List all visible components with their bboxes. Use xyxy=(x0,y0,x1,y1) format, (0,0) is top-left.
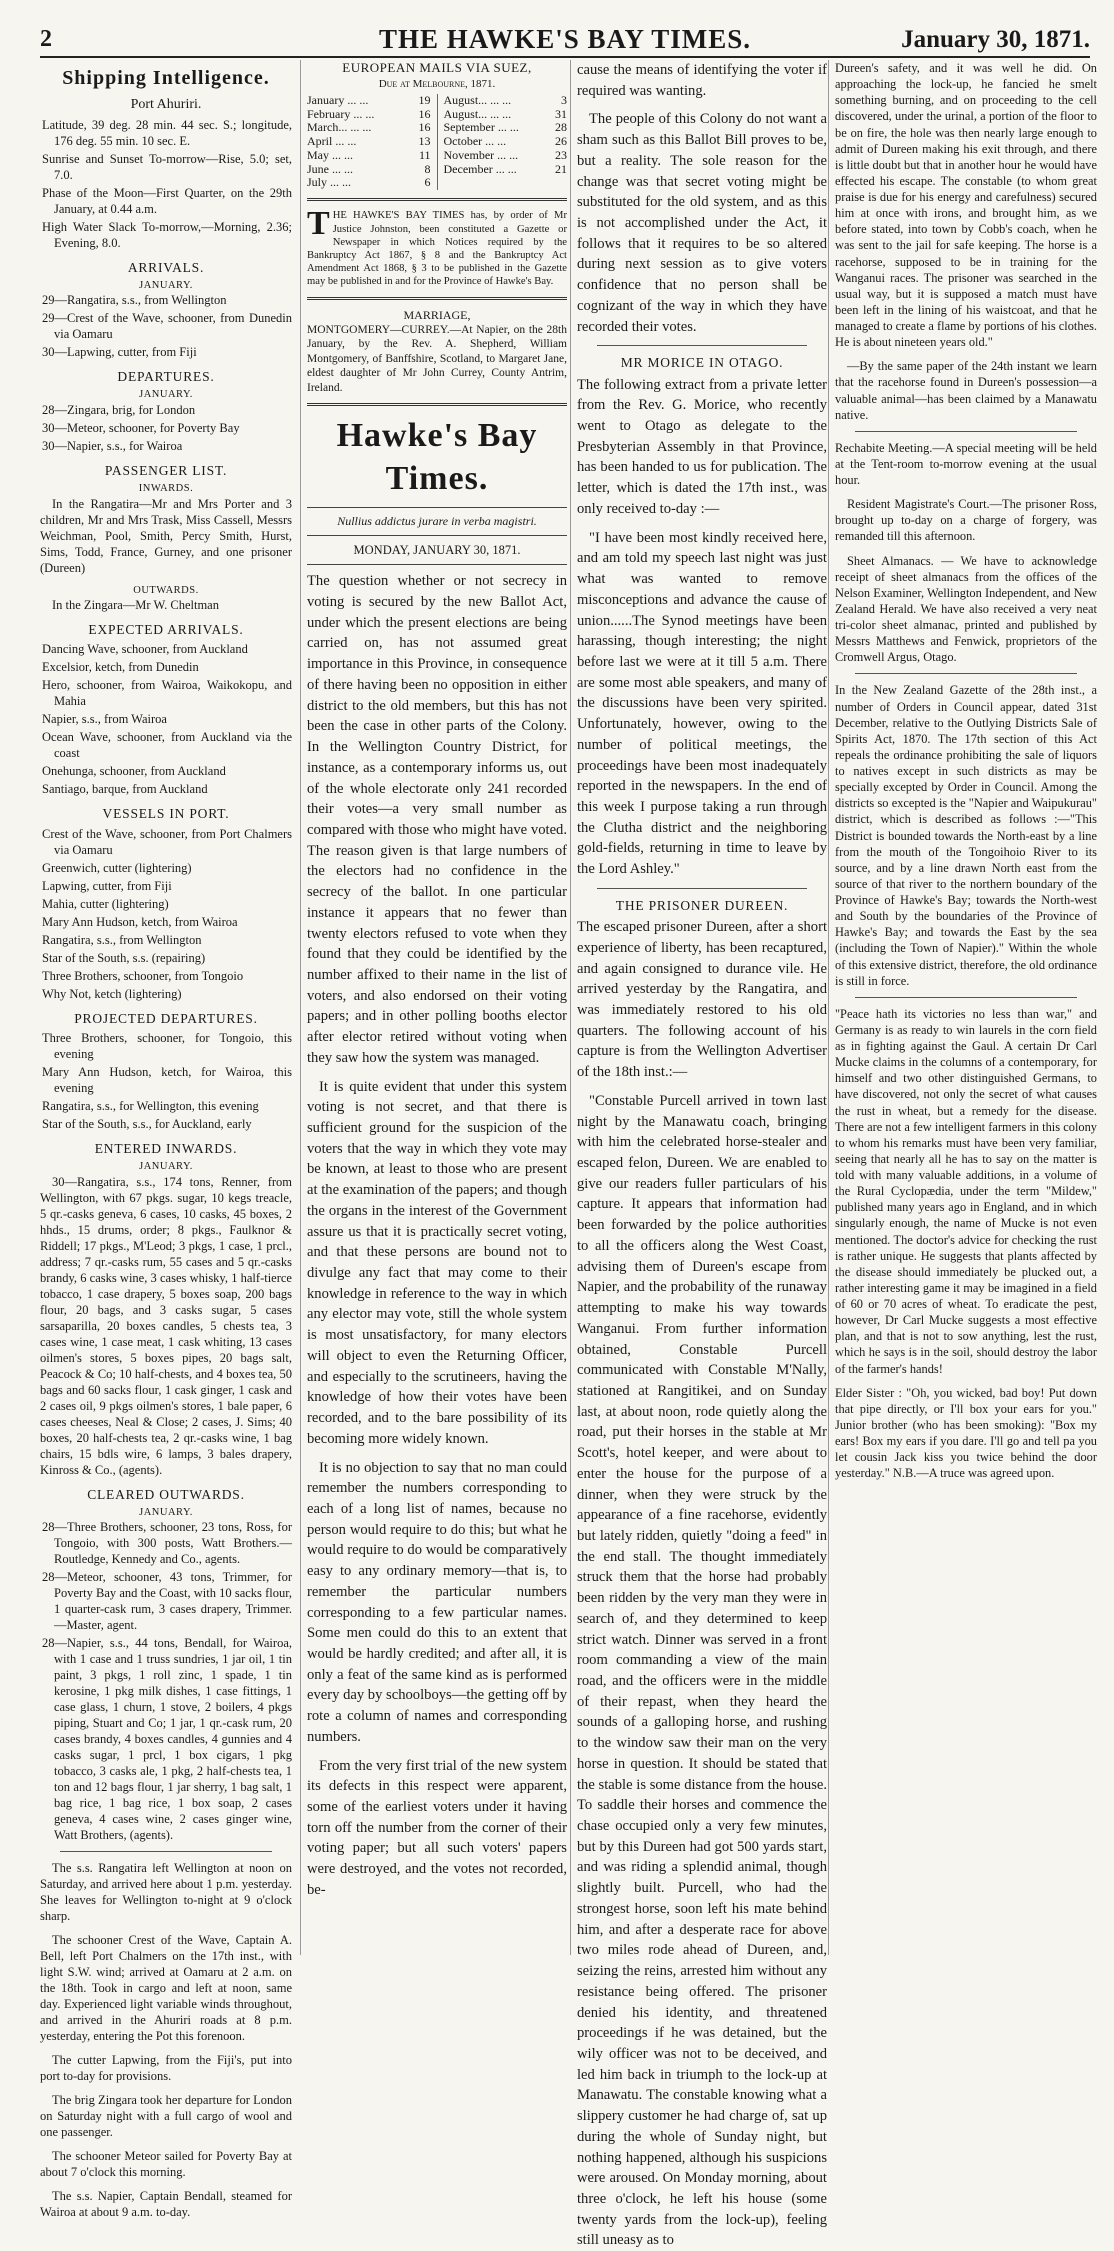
column-shipping xyxy=(40,60,292,2220)
cleared-entry: 28—Napier, s.s., 44 tons, Bendall, for Wairoa, with 1 case and 1 truss sundries, 1 jar oil, 1 tin paint, 3 pkgs, 1 roll zinc, 1 spade, 1 tin kerosine, 1 pkg milk dishes, 1 case fittings, 1 case glass, 1 churn, 1 stove, 2 boilers, 4 pkgs piping, Stuart and Co; 1 jar, 1 qr.-cask rum, 20 cases brandy, 4 boxes candles, 4 gunnies and 4 casks sugar, 1 prcl, 1 box cigars, 1 pkg tobacco, 3 casks ale, 1 pkg, 2 half-chests tea, 1 ton and 12 bags flour, 1 jar sherry, 1 bag salt, 1 bag rice, 1 bag rice, 1 box soap, 2 cases geneva, 4 cases wine, 2 cases ginger wine, Watt Brothers, (agents). xyxy=(42,1636,292,1843)
departures-heading: DEPARTURES. xyxy=(117,369,215,385)
leader-paragraph: It is quite evident that under this system voting is not secret, and that there is sufficient ground for the suspicion of the voters that the way in which they vote may be known, at least to those who are present at the examination of the papers; and though the organs in the interest of the Government assure us that it is practically secret voting, and that these persons are bound not to divulge any fact that may come to their knowledge in reference to the way in which any elector may vote, still the whole system is most unsatisfactory, for many electors will object to even the Returning Officer, and especially to the scrutineers, having the knowledge of how their votes have been recorded, and to the bare possibility of its becoming more widely known. xyxy=(307,1078,567,1447)
mail-month: October ... ... xyxy=(443,134,507,149)
mail-day: 11 xyxy=(418,147,431,162)
mail-month: April ... ... xyxy=(307,134,357,149)
ballot-continuation xyxy=(577,60,827,337)
mail-row xyxy=(307,94,431,108)
ballot-paragraph: The people of this Colony do not want a sham such as this Ballot Bill proves to be, but a reality. The sole reason for the change was that secret voting might be substituted for the old system, and as this is not accomplished under the Act, it follows that it requires to be so altered during next session as to give voters confidence that no person shall be cognizant of the way in which they have recorded their votes. xyxy=(577,111,827,335)
mail-day: 16 xyxy=(418,106,431,121)
shipping-heading: Shipping Intelligence. xyxy=(62,67,270,89)
shipping-note: The s.s. Rangatira left Wellington at noon on Saturday, and arrived here about 1 p.m. yesterday. She leaves for Wellington to-night at 9 o'clock sharp. xyxy=(40,1861,292,1924)
cleared-entry: 28—Three Brothers, schooner, 23 tons, Ross, for Tongoio, with 300 posts, Watt Brothers.—Routledge, Kennedy and Co., agents. xyxy=(42,1520,292,1567)
mail-row xyxy=(307,108,431,122)
port-info-line: Sunrise and Sunset To-morrow—Rise, 5.0; set, 7.0. xyxy=(42,151,292,182)
projected-entry: Three Brothers, schooner, for Tongoio, this evening xyxy=(42,1030,292,1061)
cleared-heading: CLEARED OUTWARDS. xyxy=(87,1486,245,1502)
peace-paragraph xyxy=(835,1006,1097,1377)
vessel-entry: Lapwing, cutter, from Fiji xyxy=(42,878,172,893)
departure-entry: 30—Meteor, schooner, for Poverty Bay xyxy=(42,420,240,435)
expected-entry: Santiago, barque, from Auckland xyxy=(42,782,208,797)
mail-month: August... ... ... xyxy=(443,92,512,107)
mail-day: 26 xyxy=(555,134,567,149)
vessel-entry: Mahia, cutter (lightering) xyxy=(42,896,169,911)
mail-day: 21 xyxy=(555,161,567,176)
leader-motto: Nullius addictus jurare in verba magistri. xyxy=(337,513,537,528)
divider xyxy=(597,345,807,346)
shipping-note: The cutter Lapwing, from the Fiji's, put into port to-day for provisions. xyxy=(40,2053,292,2084)
almanacs-paragraph: Sheet Almanacs. — We have to acknowledge receipt of sheet almanacs from the offices of the Nelson Examiner, Wellington Independent, and New Zealand Herald. We have also received a very neat tri-color sheet almanac, printed and published by Messrs Matthews and Fenwick, proprietors of the Cromwell Argus, Otago. xyxy=(835,553,1097,665)
projected-entry: Mary Ann Hudson, ketch, for Wairoa, this evening xyxy=(42,1064,292,1095)
divider xyxy=(307,297,567,300)
departure-entry: 30—Napier, s.s., for Wairoa xyxy=(42,438,183,453)
entered-heading: ENTERED INWARDS. xyxy=(94,1140,238,1156)
column-paragraphs xyxy=(828,60,1097,1955)
dureen-continuation xyxy=(835,60,1097,423)
expected-entry: Ocean Wave, schooner, from Auckland via the coast xyxy=(42,730,292,761)
mails-left xyxy=(307,94,438,191)
marriage-text: MONTGOMERY—CURREY.—At Napier, on the 28th January, by the Rev. A. Shepherd, William Montgomery, of Banffshire, Scotland, to Margaret Jane, eldest daughter of Mr John Currey, County Antrim, Ireland. xyxy=(307,324,567,394)
page-number: 2 xyxy=(40,26,52,52)
port-info-line: Latitude, 39 deg. 28 min. 44 sec. S.; longitude, 176 deg. 55 min. 10 sec. E. xyxy=(42,117,292,148)
expected-list xyxy=(40,641,292,797)
arrivals-month: JANUARY. xyxy=(139,279,193,291)
passenger-heading: PASSENGER LIST. xyxy=(104,462,228,478)
vessel-entry: Greenwich, cutter (lightering) xyxy=(42,860,192,875)
mail-day: 19 xyxy=(418,92,431,107)
divider xyxy=(307,403,567,406)
cleared-month: JANUARY. xyxy=(139,1506,193,1518)
mail-row xyxy=(307,149,431,163)
marriage-heading: MARRIAGE, xyxy=(403,307,471,322)
leader-article xyxy=(307,571,567,1900)
dureen-paragraph: Dureen's safety, and it was well he did. On approaching the lock-up, he fancied he smelt something burning, and on proceeding to the cell discovered, under the urinal, a portion of the floor to be on fire, the hole was then nearly large enough to admit of Dureen making his exit through, and there is little doubt but that in another hour he would have effected his escape. The constable (to whom great praise is due for his energy and carefulness) secured him at once with irons, and brought him, as we before stated, into town by Cobb's coach, when he was sent to the jail for safe keeping. The horse is a racehorse, supposed to be in training for the Wanganui races. The prisoner was searched in the usual way, but it is supposed a match must have been left in the lining of his waistcoat, and that he managed to create a flame by portions of his clothes. He is about nineteen years old." xyxy=(835,61,1097,350)
divider xyxy=(597,888,807,889)
arrival-entry: 30—Lapwing, cutter, from Fiji xyxy=(42,345,197,360)
projected-list xyxy=(40,1030,292,1132)
projected-heading: PROJECTED DEPARTURES. xyxy=(74,1010,258,1026)
notice-text: HE HAWKE'S BAY TIMES has, by order of Mr Justice Johnston, been constituted a Gazette or Newspaper in which Notices required by the Bankruptcy Act 1867, § 8 and the Bankruptcy Act Amendment Act 1868, § 3 to be published in the Gazette may be published in and for the Province of Hawke's Bay. xyxy=(307,210,567,288)
expected-entry: Dancing Wave, schooner, from Auckland xyxy=(42,642,248,657)
divider xyxy=(855,997,1077,998)
mail-day: 28 xyxy=(555,120,567,135)
mail-row xyxy=(307,135,431,149)
shipping-note: The brig Zingara took her departure for London on Saturday night with a full cargo of wool and one passenger. xyxy=(40,2093,292,2140)
mails-table xyxy=(307,94,567,191)
mail-month: May ... ... xyxy=(307,147,353,162)
expected-entry: Excelsior, ketch, from Dunedin xyxy=(42,660,199,675)
mail-month: August... ... ... xyxy=(443,106,512,121)
vessel-entry: Three Brothers, schooner, from Tongoio xyxy=(42,968,244,983)
leader-paragraph: The question whether or not secrecy in voting is secured by the new Ballot Act, under which the present elections are being carried on, has not assumed great importance in this Province, in consequence of there having been no opposition in either district to the old members, but this has not been the case in other parts of the Colony. In the Wellington Country District, for instance, as a contemporary informs us, out of the whole electorate only 241 recorded their votes—a very small number as compared with those who might have voted. The reason given is that large numbers of the electors had no confidence in the secrecy of the ballot. In one particular instance it appears that no fewer than twenty electors refused to vote when they found that they could be identified by the number affixed to their name in the list of voters, and also endorsed on their voting papers; and in other polling booths elector after elector retired without voting when they saw how the system was managed. xyxy=(307,573,567,1066)
inwards-label: INWARDS. xyxy=(138,483,194,495)
leader-title: Hawke's Bay Times. xyxy=(336,416,538,498)
peace-paragraph: "Peace hath its victories no less than war," and Germany is as ready to win laurels in the corn field as in fighting against the Gaul. A certain Dr Carl Mucke claims in the columns of a contemporary, for himself and two other distinguished Germans, to have discovered, not only the secret of what causes the rust in wheat, but a remedy for the disease. There are not a few intelligent farmers in this colony to whom his remarks must have been very familiar, seeing that nearly all he has to say on the matter is told with many valuable additions, in a volume of the Rural Cyclopædia, under the term "Mildew," published many years ago in England, and in which singularly enough, the name of Mucke is not even mentioned. The doctor's advice for checking the rust is rather unique. He suggests that plants affected by the disease should immediately be plucked out, a rather interesting game it may be imagined in a field of 60 or 70 acres of wheat. To eradicate the pest, however, Dr Carl Mucke suggests a most effective plan, and that is not to sow anything, lest the rust, which he says is in the soil, should destroy the labor of the farmer's hands! xyxy=(835,1006,1097,1376)
departures-list xyxy=(40,402,292,454)
dureen-paragraph: —By the same paper of the 24th instant we learn that the racehorse found in Dureen's possession—a valuable animal—has been claimed by a Manawatu native. xyxy=(835,359,1097,422)
divider xyxy=(855,673,1077,674)
vessel-entry: Mary Ann Hudson, ketch, from Wairoa xyxy=(42,914,238,929)
mail-day: 8 xyxy=(424,161,431,176)
mail-day: 31 xyxy=(555,106,567,121)
arrival-entry: 29—Rangatira, s.s., from Wellington xyxy=(42,293,227,308)
departures-month: JANUARY. xyxy=(139,389,193,401)
leader-paragraph: It is no objection to say that no man could remember the numbers corresponding to each of a long list of names, because no person would require to do this; but what he would require to do would be comparatively easy to any ordinary memory—that is, to remember the particular numbers corresponding to a few particular names. Some men could do this to an extent that would be hardly credited; and after all, it is only a feat of the same kind as is performed every day by schoolboys—the getting off by rote a column of names and corresponding numbers. xyxy=(307,1459,567,1745)
mail-row xyxy=(444,108,568,122)
mail-day: 3 xyxy=(561,92,567,107)
mail-row xyxy=(307,163,431,177)
mail-day: 13 xyxy=(418,134,431,149)
vessel-entry: Rangatira, s.s., from Wellington xyxy=(42,932,202,947)
column-leader xyxy=(300,60,567,1955)
expected-entry: Hero, schooner, from Wairoa, Waikokopu, and Mahia xyxy=(42,678,292,709)
divider xyxy=(307,198,567,201)
arrivals-list xyxy=(40,292,292,360)
mail-row xyxy=(307,121,431,135)
gazette-notice xyxy=(307,205,567,288)
mail-row xyxy=(444,121,568,135)
port-name: Port Ahuriri. xyxy=(130,96,202,112)
gazette-paragraph: In the New Zealand Gazette of the 28th inst., a number of Orders in Council appear, dated 31st December, relative to the Outlying Districts Sale of Spirits Act, 1870. The 17th section of this Act repeals the ordinance prohibiting the sale of liquors to natives except in such districts as may be specially excepted by Order in Council. Among the districts so excepted is the "Napier and Waipukurau" district, which is described as follows :—"This District is bounded towards the North-east by a line from the mouth of the Tongoihoio River to its source, and by a line drawn North east from the source of that river to the northern boundary of the Province of Hawke's Bay; towards the North-west and South by the boundaries of the Province of Hawke's Bay; and towards the East by the sea (including the Town of Napier)." Within the whole of this extensive district, therefore, the old ordinance is still in force. xyxy=(835,683,1097,988)
mails-right xyxy=(438,94,568,191)
drop-cap: T xyxy=(307,205,330,243)
divider xyxy=(855,431,1077,432)
outwards-text: In the Zingara—Mr W. Cheltman xyxy=(52,598,219,613)
shipping-note: The s.s. Napier, Captain Bendall, steamed for Wairoa at about 9 a.m. to-day. xyxy=(40,2189,292,2220)
expected-heading: EXPECTED ARRIVALS. xyxy=(88,622,244,638)
morice-paragraph: "I have been most kindly received here, and am told my speech last night was just what was wanted to remove misconceptions and advance the cause of union......The Synod meetings have been harassing, though interesting; the night before last we were at it till 5 a.m. There are some most able speakers, and many of the discussions have been very spirited. Unfortunately, however, owing to the number of political meetings, the proceedings have been most inadequately reported in the newspapers. In the end of this week I purpose taking a run through the Clutha district and the neighboring gold-fields, returning in time to leave by the Lord Ashley." xyxy=(577,529,827,878)
port-info-line: High Water Slack To-morrow,—Morning, 2.36; Evening, 8.0. xyxy=(42,219,292,250)
arrivals-heading: ARRIVALS. xyxy=(127,259,205,275)
divider xyxy=(307,564,567,565)
shipping-notes xyxy=(40,1860,292,2220)
issue-date: January 30, 1871. xyxy=(901,26,1090,53)
dureen-paragraph: The escaped prisoner Dureen, after a short experience of liberty, has been recaptured, and again consigned to durance vile. He arrived yesterday by the Rangatira, and was immediately restored to his old quarters. The following account of his capture is from the Wellington Advertiser of the 18th inst.:— xyxy=(577,919,827,1081)
mail-row xyxy=(444,135,568,149)
mail-month: November ... ... xyxy=(443,147,519,162)
shipping-note: The schooner Crest of the Wave, Captain A. Bell, left Port Chalmers on the 17th inst., with light S.W. wind; arrived at Oamaru at 2 a.m. on the 18th. Took in cargo and left at noon, same day. Experienced light variable winds throughout, and arrived in the Ahuriri roads at 8 p.m. yesterday, entering the Pot this forenoon. xyxy=(40,1933,292,2044)
divider xyxy=(307,535,567,536)
arrival-entry: 29—Crest of the Wave, schooner, from Dunedin via Oamaru xyxy=(42,311,292,342)
cleared-list xyxy=(40,1519,292,1843)
port-info xyxy=(40,117,292,251)
dureen-article xyxy=(577,917,827,2251)
mail-month: July ... ... xyxy=(307,175,352,190)
mail-row xyxy=(444,94,568,108)
mail-month: September ... ... xyxy=(443,120,519,135)
dureen-heading: THE PRISONER DUREEN. xyxy=(615,897,789,913)
mail-month: June ... ... xyxy=(307,161,353,176)
leader-paragraph: From the very first trial of the new system its defects in this respect were apparent, some of the earliest voters under it having torn off the number from the corner of their voting paper; but all such voters' papers were destroyed, and the votes not recorded, be- xyxy=(307,1757,567,1898)
entered-month: JANUARY. xyxy=(139,1161,193,1173)
shipping-note: The schooner Meteor sailed for Poverty Bay at about 7 o'clock this morning. xyxy=(40,2149,292,2180)
morice-article xyxy=(577,375,827,880)
court-paragraph: Resident Magistrate's Court.—The prisoner Ross, brought up to-day on a charge of forgery, was remanded till this afternoon. xyxy=(835,497,1097,544)
outwards-label: OUTWARDS. xyxy=(133,584,199,596)
ballot-paragraph: cause the means of identifying the voter if required was wanting. xyxy=(577,62,827,99)
mail-day: 6 xyxy=(424,175,431,190)
sister-paragraph: Elder Sister : "Oh, you wicked, bad boy! Put down that pipe directly, or I'll box your ears for you." Junior brother (who has been smoking): "Box my ears! Box my ears if you dare. I'll go and tell pa you let cousin Jack kiss you twice behind the door yesterday." N.B.—A truce was agreed upon. xyxy=(835,1385,1097,1481)
expected-entry: Napier, s.s., from Wairoa xyxy=(42,712,167,727)
projected-entry: Star of the South, s.s., for Auckland, early xyxy=(42,1116,252,1131)
mail-day: 23 xyxy=(555,147,567,162)
inwards-text: In the Rangatira—Mr and Mrs Porter and 3 children, Mr and Mrs Trask, Miss Cassell, Messrs Weichman, Pool, Smith, Percy Smith, Hurst, Sims, Todd, France, Gurney, and one prisoner (Dureen) xyxy=(40,496,292,575)
mail-day: 16 xyxy=(418,120,431,135)
entered-text: 30—Rangatira, s.s., 174 tons, Renner, from Wellington, with 67 pkgs. sugar, 10 kegs treacle, 5 qr.-casks geneva, 6 cases, 10 casks, 45 boxes, 2 hhds., 15 drums, order; 8 pkgs., Faulknor & Riddell; 17 pkgs., M'Leod; 3 pkgs, 1 case, 1 prcl., address; 7 qr.-casks rum, 55 cases and 5 qr.-casks brandy, 6 casks wine, 3 cases whisky, 1 half-tierce tobacco, 1 case drapery, 5 boxes soap, 200 bags flour, 20 bags, and 3 casks sugar, 5 cases sarsaparilla, 20 boxes candles, 5 chests tea, 3 cases wine, 1 case meat, 1 cask whiting, 13 cases oilmen's stores, 5 boxes pipes, 20 bags salt, Peacock & Co; 10 half-chests, and 4 boxes tea, 50 bags and 60 sacks flour, 1 cask ginger, 1 cask and 2 cases oil, 9 pkgs oilmen's stores, 1 bale paper, 6 cases cheeses, Neal & Close; 2 cases, J. Sims; 40 boxes, 20 half-chests tea, 2 qr.-casks wine, 1 bag chairs, 15 bdls wire, 6 lamps, 3 bales drapery, Kinross & Co., (agents). xyxy=(40,1174,292,1477)
mail-row xyxy=(307,176,431,190)
mail-month: January ... ... xyxy=(307,92,369,107)
masthead xyxy=(40,22,1090,58)
mails-subheading: Due at Melbourne, 1871. xyxy=(378,77,496,90)
morice-paragraph: The following extract from a private letter from the Rev. G. Morice, who recently went to Otago as delegate to the Presbyterian Assembly in that Province, has been handed to us for publication. The letter, which is dated the 17th inst., was only received to-day :— xyxy=(577,376,827,517)
mail-month: December ... ... xyxy=(443,161,517,176)
vessel-entry: Star of the South, s.s. (repairing) xyxy=(42,950,206,965)
leader-dateline: MONDAY, JANUARY 30, 1871. xyxy=(353,543,521,558)
mail-row xyxy=(444,163,568,177)
divider xyxy=(307,507,567,508)
morice-heading: MR MORICE IN OTAGO. xyxy=(620,355,784,371)
newspaper-title: THE HAWKE'S BAY TIMES. xyxy=(378,24,752,54)
mail-month: February ... ... xyxy=(307,106,375,121)
vessels-heading: VESSELS IN PORT. xyxy=(102,806,230,822)
vessel-entry: Crest of the Wave, schooner, from Port Chalmers via Oamaru xyxy=(42,826,292,857)
divider xyxy=(60,1851,272,1852)
port-info-line: Phase of the Moon—First Quarter, on the 29th January, at 0.44 a.m. xyxy=(42,185,292,216)
projected-entry: Rangatira, s.s., for Wellington, this evening xyxy=(42,1098,259,1113)
mail-month: March... ... ... xyxy=(307,120,372,135)
vessels-list xyxy=(40,826,292,1002)
dureen-paragraph: "Constable Purcell arrived in town last night by the Manawatu coach, bringing with him the celebrated horse-stealer and escaped felon, Dureen. We are enabled to give our readers fuller particulars of his capture. It appears that information had been forwarded by the police authorities to all the officers along the West Coast, advising them of Dureen's escape from Napier, and the probability of the runaway attempting to make his way towards Wanganui. From further information obtained, Constable Purcell communicated with Constable M'Nally, stationed at Rangitikei, and on Sunday last, at about noon, rode quietly along the road, put their horses in the stable at Mr Scott's, hotel keeper, and were about to enter the house for the purpose of a dinner, when they were struck by the appearance of a fine racehorse, evidently but lately ridden, quietly "doing a feed" in the end stall. The thought immediately struck them that the horse had probably been ridden by the very man they were in search of, and they determined to keep strict watch. Dinner was served in a front room commanding a view of the main road, and the officers were in the middle of their repast, when they heard the sounds of a galloping horse, and rushing to the window saw their man on the very horse in question. It should be stated that the stable is some distance from the house. To saddle their horses and commence the chase occupied only a very few minutes, but by this Dureen had got 500 yards start, and was riding a splendid animal, though slightly built. Purcell, who had the strongest horse, soon left his mate behind him, and after a desperate race for above two miles rode ahead of Dureen, and, seizing the reins, arrested him without any resistance being offered. The prisoner denied his identity, and threatened proceedings if he was detained, but the wily officer was not to be deceived, and led him back in triumph to the lock-up at Manawatu. The constable knowing what a slippery customer he had charge of, sat up during the whole of Sunday night, but nothing happened, although his suspicions were aroused. On Monday morning, about three o'clock, he left his house (some twenty yards from the lock-up), feeling still uneasy as to xyxy=(577,1092,827,2249)
rechabite-paragraph: Rechabite Meeting.—A special meeting will be held at the Tent-room to-morrow evening at the usual hour. xyxy=(835,440,1097,487)
vessel-entry: Why Not, ketch (lightering) xyxy=(42,986,182,1001)
cleared-entry: 28—Meteor, schooner, 43 tons, Trimmer, for Poverty Bay and the Coast, with 10 sacks flour, 1 quarter-cask rum, 3 cases drapery, Trimmer.—Master, agent. xyxy=(42,1570,292,1633)
mail-row xyxy=(444,149,568,163)
mails-heading: EUROPEAN MAILS VIA SUEZ, xyxy=(342,60,532,75)
column-news xyxy=(570,60,827,2249)
expected-entry: Onehunga, schooner, from Auckland xyxy=(42,764,226,779)
departure-entry: 28—Zingara, brig, for London xyxy=(42,402,196,417)
